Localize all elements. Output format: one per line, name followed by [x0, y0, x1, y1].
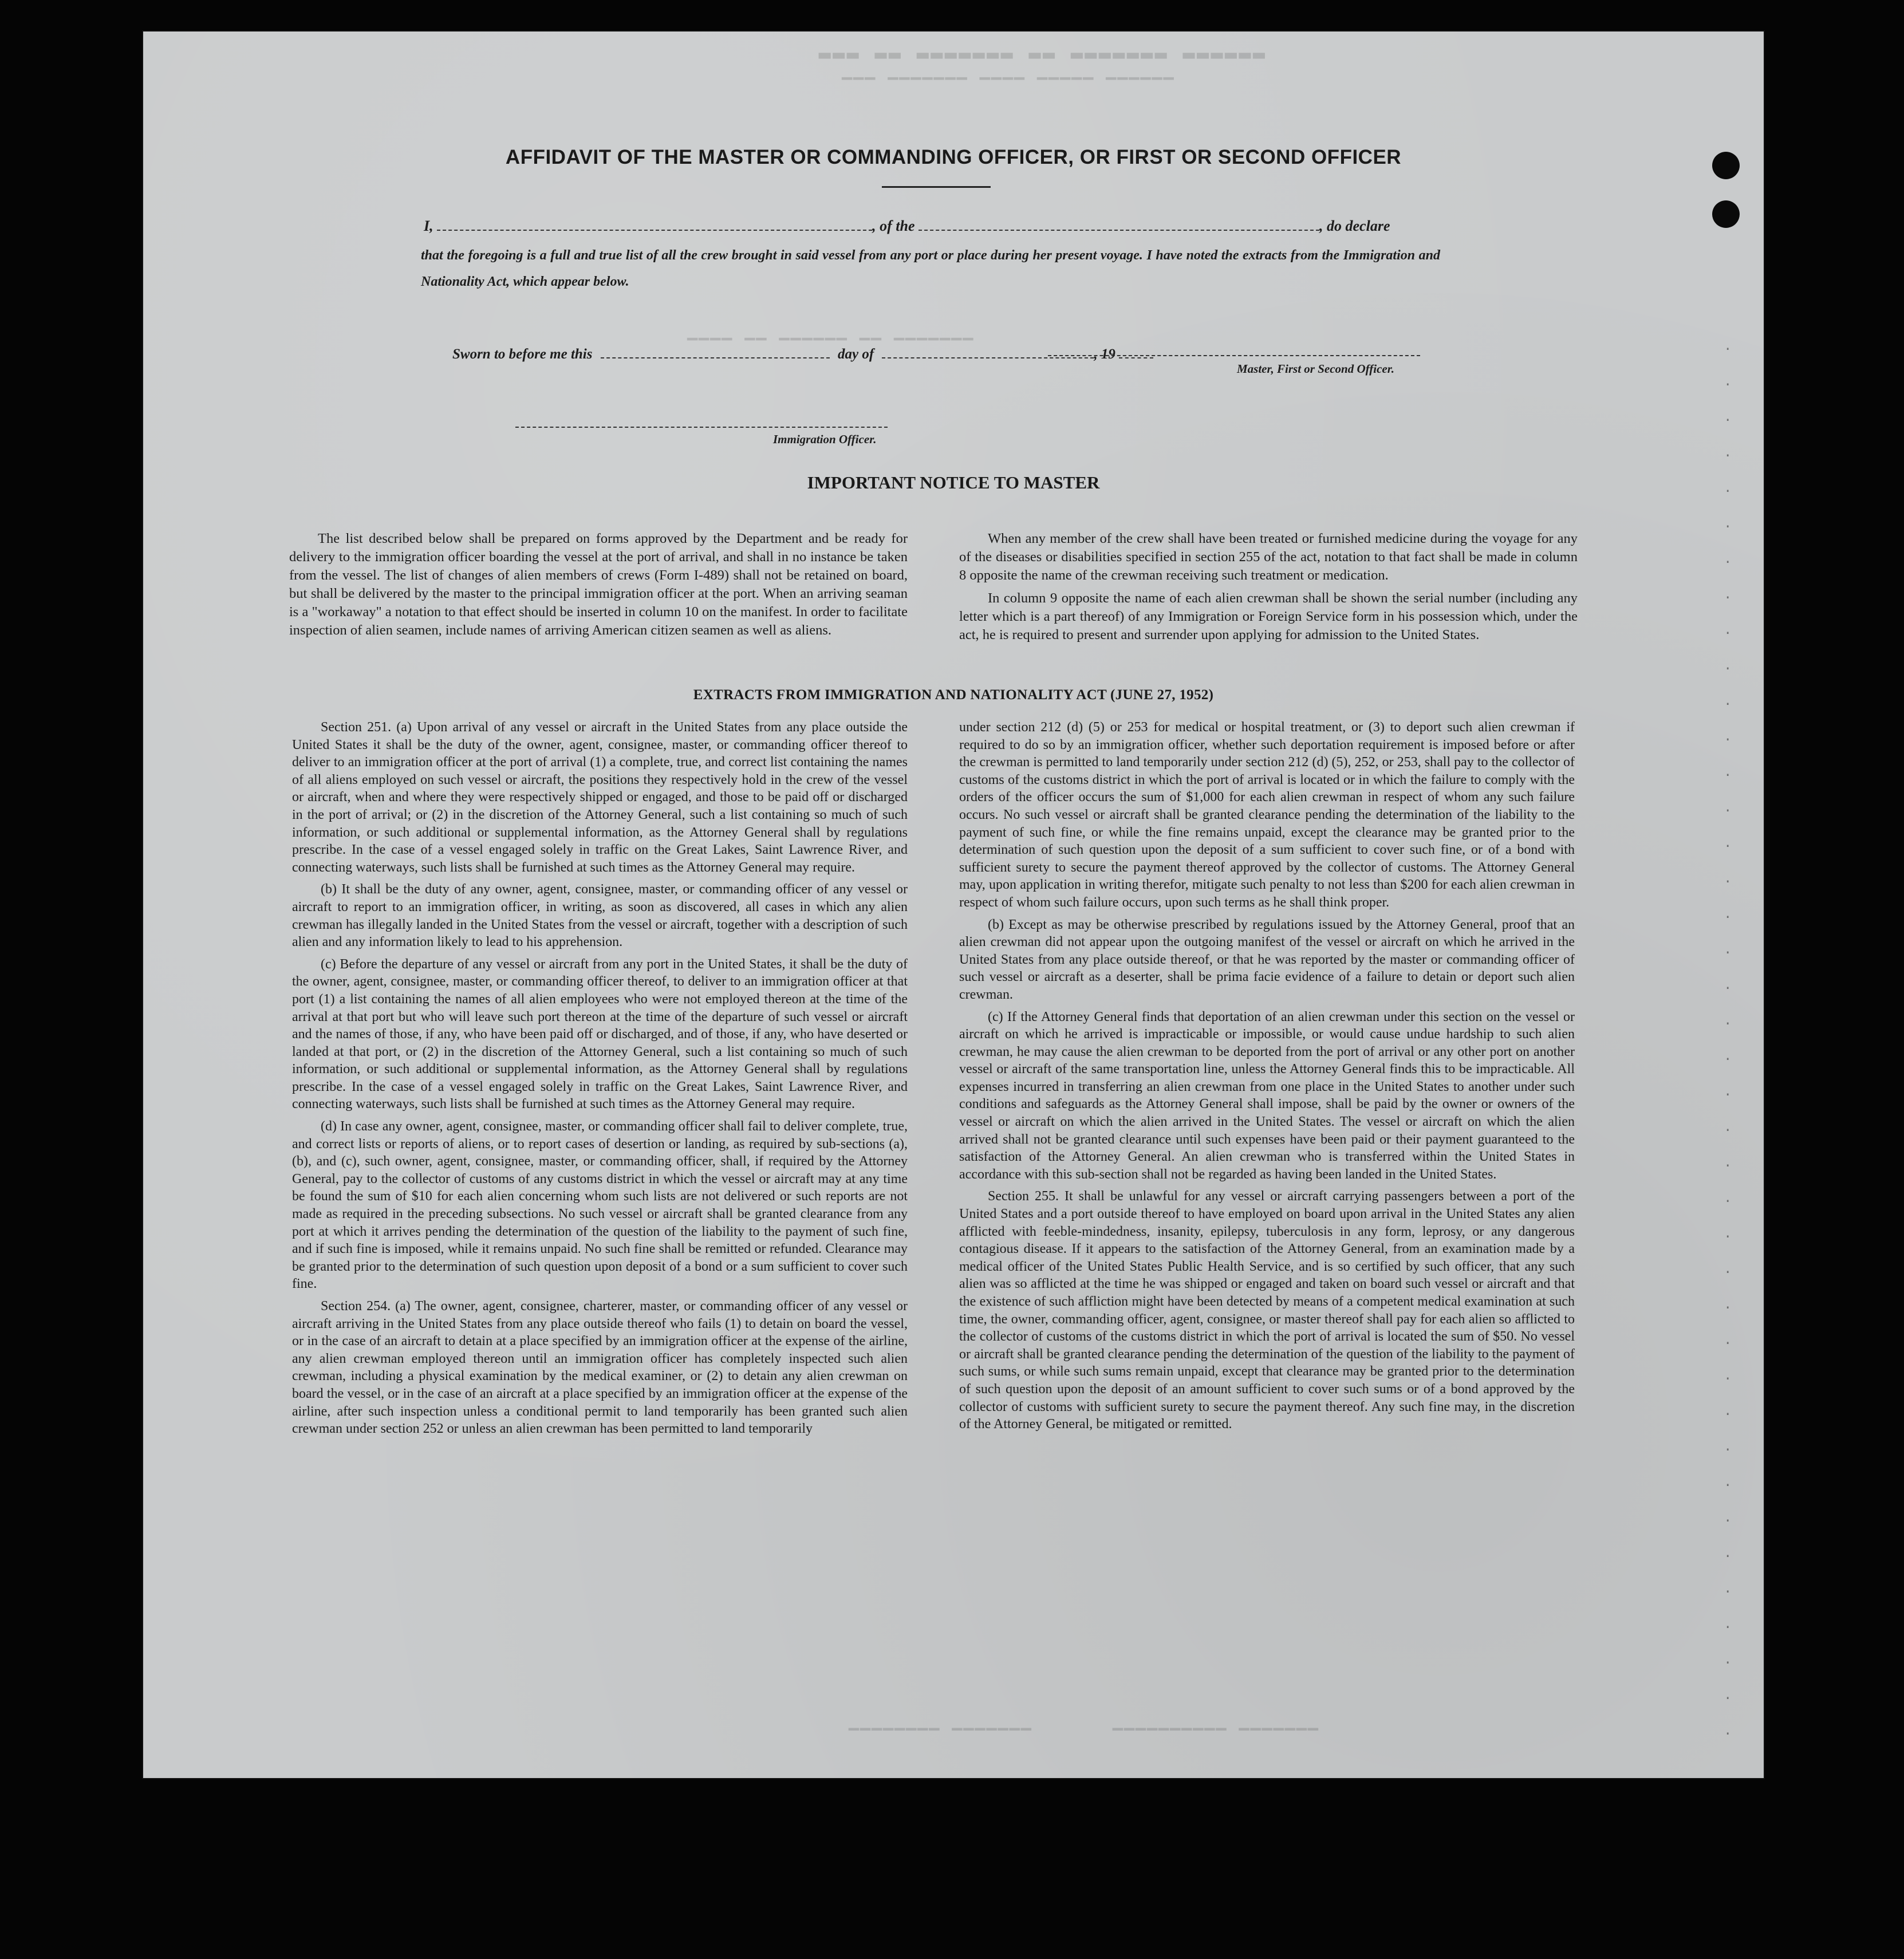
punch-hole: [1712, 200, 1740, 228]
sworn-month-field[interactable]: [882, 357, 1094, 358]
section-251-d: (d) In case any owner, agent, consignee, master, or commanding officer shall fail to deliver complete, true, and correct lists or reports of aliens, or to report cases of desertion or landing, as required by sub-sections (a), (b), and (c), such owner, agent, consignee, master, or commanding officer, shall, if required by the Attorney General, pay to the collector of customs of any customs district in which the vessel or aircraft may at any time be found the sum of $10 for each alien concerning whom such lists are not delivered or such reports are not made as required in the preceding subsections. No such vessel or aircraft shall be granted clearance from any port at which it arrives pending the determination of the question of the liability to the payment of such fine, and if such fine is imposed, while it remains unpaid. No such fine shall be remitted or refunded. Clearance may be granted prior to the determination of such question upon deposit of a bond or a sum sufficient to cover such fine.: [292, 1119, 908, 1292]
bleed-through-text: ▁▁▁ ▁▁▁▁▁▁▁ ▁▁▁▁ ▁▁▁▁▁ ▁▁▁▁▁▁: [842, 62, 1175, 81]
of-the-label: , of the: [872, 218, 915, 234]
affidavit-title: AFFIDAVIT OF THE MASTER OR COMMANDING OFFICER, OR FIRST OR SECOND OFFICER: [505, 146, 1402, 168]
immigration-officer-signature-line[interactable]: [515, 427, 888, 428]
sworn-year-field[interactable]: [1119, 357, 1153, 358]
notice-right-paragraph-1: When any member of the crew shall have been treated or furnished medicine during the voyage for any of the diseases or disabilities specified in section 255 of the act, notation to that fact shall be made in column 8 opposite the name of the crewman receiving such treatment or medication.: [959, 531, 1578, 583]
extracts-title: EXTRACTS FROM IMMIGRATION AND NATIONALITY ACT (JUNE 27, 1952): [693, 687, 1214, 703]
section-251-b: (b) It shall be the duty of any owner, agent, consignee, master, or commanding officer of any vessel or aircraft to report to an immigration officer, in writing, as soon as discovered, all cases in which any alien crewman has illegally landed in the United States from the vessel or aircraft, together with a description of such alien and any information likely to lead to his apprehension.: [292, 882, 908, 950]
notice-title: IMPORTANT NOTICE TO MASTER: [807, 472, 1100, 492]
section-254-b: (b) Except as may be otherwise prescribed by regulations issued by the Attorney General, proof that an alien crewman did not appear upon the outgoing manifest of the vessel or aircraft on which he arrived in the United States from any place outside thereof, or that he was reported by the master or commanding officer of such vessel or aircraft as a deserter, shall be prima facie evidence of a failure to detain or deport such alien crewman.: [959, 917, 1575, 1002]
declare-label: , do declare: [1319, 218, 1390, 234]
name-field[interactable]: [437, 229, 872, 231]
year-label: , 19: [1094, 346, 1115, 362]
section-254-a: Section 254. (a) The owner, agent, consignee, charterer, master, or commanding officer of any vessel or aircraft arriving in the United States from any place outside thereof who fails (1) to detain on board the vessel, or in the case of an aircraft to detain at a place specified by an immigration officer at the expense of the airline, any alien crewman employed thereon until an immigration officer has completely inspected such alien crewman, including a physical examination by the medical examiner, or (2) to detain any alien crewman on board the vessel, or in the case of an aircraft at a place specified by an immigration officer at the expense of the airline, after such inspection unless a conditional permit to land temporarily has been granted such alien crewman under section 252 or unless an alien crewman has been permitted to land temporarily: [292, 1299, 908, 1437]
extracts-left-column: [292, 719, 908, 1442]
section-254-c: (c) If the Attorney General finds that deportation of an alien crewman under this section on the vessel or aircraft on which he arrived is impracticable or impossible, or would cause undue hardship to such alien crewman, he may cause the alien crewman to be deported from the port of arrival or any other port on another vessel or aircraft of the same transportation line, unless the Attorney General finds this to be impracticable. All expenses incurred in transferring an alien crewman from one place in the United States to another under such conditions and safeguards as the Attorney General shall impose, shall be paid by the owner or owners of the vessel or aircraft on which the alien arrived in the United States. The vessel or aircraft on which the alien arrived shall not be granted clearance until such expenses have been paid or their payment guaranteed to the satisfaction of the Attorney General. An alien crewman who is transferred within the United States in accordance with this sub-section shall not be regarded as having been landed in the United States.: [959, 1009, 1575, 1182]
bleed-through-text: ▁▁▁▁ ▁▁ ▁▁▁▁▁▁ ▁▁ ▁▁▁▁▁▁▁: [687, 322, 975, 342]
section-254-a-continued: under section 212 (d) (5) or 253 for medical or hospital treatment, or (3) to deport such alien crewman if required to do so by an immigration officer, whether such deportation requirement is imposed before or after the crewman is permitted to land temporarily under section 212 (d) (5), 252, or 253, shall pay to the collector of customs of the customs district in which the port of arrival is located or in which the failure to comply with the orders of the officer occurs the sum of $1,000 for each alien crewman in respect of whom any such failure occurs. No such vessel or aircraft shall be granted clearance pending the determination of the liability to the payment of such fine, or while the fine remains unpaid, except the clearance may be granted prior to the determination of such question upon the deposit of a sum sufficient to cover such fine, or of a bond with sufficient surety to secure the payment thereof approved by the collector of customs. The Attorney General may, upon application in writing therefor, mitigate such penalty to not less than $200 for each alien crewman in respect of whom such failure occurs, upon such terms as he shall think proper.: [959, 720, 1575, 910]
form-sheet: [143, 31, 1764, 1778]
declaration-fill-line: [424, 218, 1426, 235]
notice-right-paragraph-2: In column 9 opposite the name of each alien crewman shall be shown the serial number (including any letter which is a part thereof) of any Immigration or Foreign Service form in his possession which, under the act, he is required to present and surrender upon applying for admission to the United States.: [959, 590, 1578, 643]
margin-marks: . . . . . . . . . . . . . . . . . . . . . . . . . . . . . . . . . . . . . . . .: [1724, 339, 1732, 1739]
section-251-a: Section 251. (a) Upon arrival of any vessel or aircraft in the United States from any place outside the United States it shall be the duty of the owner, agent, consignee, master, or commanding officer thereof to deliver to an immigration officer at the port of arrival (1) a complete, true, and correct list containing the names of all aliens employed on such vessel or aircraft, the positions they respectively hold in the crew of the vessel or aircraft, when and where they were respectively shipped or engaged, and those to be paid off or discharged in the port of arrival; or (2) in the discretion of the Attorney General, such a list containing so much of such information, or such additional or supplemental information, as the Attorney General shall by regulations prescribe. In the case of a vessel engaged solely in traffic on the Great Lakes, Saint Lawrence River, and connecting waterways, such lists shall be furnished at such times as the Attorney General may require.: [292, 720, 908, 875]
sworn-label: Sworn to before me this: [452, 346, 593, 362]
sworn-day-field[interactable]: [601, 357, 830, 358]
master-signature-label: Master, First or Second Officer.: [1237, 362, 1394, 376]
day-of-label: day of: [837, 346, 874, 362]
extracts-right-column: [959, 719, 1575, 1438]
sworn-line: [452, 346, 1153, 362]
notice-right-column: [959, 530, 1578, 649]
immigration-officer-label: Immigration Officer.: [773, 432, 877, 446]
notice-left-paragraph: The list described below shall be prepared on forms approved by the Department and be ready for delivery to the immigration officer boarding the vessel at the port of arrival, and shall in no instance be taken from the vessel. The list of changes of alien members of crews (Form I-489) shall not be retained on board, but shall be delivered by the master to the principal immigration officer at the port. When an arriving seaman is a "workaway" a notation to that effect should be inserted in column 10 on the manifest. In order to facilitate inspection of alien seamen, include names of arriving American citizen seamen as well as aliens.: [289, 531, 908, 638]
i-label: I,: [424, 218, 433, 234]
declaration-text: that the foregoing is a full and true list of all the crew brought in said vessel from any port or place during her present voyage. I have noted the extracts from the Immigration and Nationality Act, which appear below.: [421, 248, 1440, 289]
vessel-field[interactable]: [919, 229, 1319, 231]
bleed-through-text: ▂▂▂ ▂▂ ▂▂▂▂▂▂▂ ▂▂ ▂▂▂▂▂▂▂ ▂▂▂▂▂▂: [819, 38, 1267, 60]
notice-left-column: [289, 530, 908, 644]
section-251-c: (c) Before the departure of any vessel or aircraft from any port in the United States, it shall be the duty of the owner, agent, consignee, master, or commanding officer thereof, to deliver to an immigration officer at that port (1) a list containing the names of all alien employees who were not employed thereon at the time of the arrival at that port but who will leave such port thereon at the time of the departure of such vessel or aircraft and the names of those, if any, who have been paid off or discharged, and of those, if any, who have deserted or landed at that port, or (2) in the discretion of the Attorney General, such a list containing so much of such information, or such additional or supplemental information, as the Attorney General shall by regulations prescribe. In the case of a vessel engaged solely in traffic on the Great Lakes, Saint Lawrence River, and connecting waterways, such lists shall be furnished at such times as the Attorney General may require.: [292, 956, 908, 1112]
title-rule: [882, 186, 991, 188]
section-255: Section 255. It shall be unlawful for any vessel or aircraft carrying passengers between a port of the United States and a port outside thereof to have employed on board upon arrival in the United States any alien afflicted with feeble-mindedness, insanity, epilepsy, tuberculosis in any form, leprosy, or any dangerous contagious disease. If it appears to the satisfaction of the Attorney General, from an examination made by a medical officer of the United States Public Health Service, and is so certified by such officer, that any such alien was so afflicted at the time he was shipped or engaged and taken on board such vessel or aircraft and that the existence of such affliction might have been detected by means of a competent medical examination at such time, the owner, commanding officer, agent, consignee, or master thereof shall pay for each alien so afflicted to the collector of customs of the customs district in which the port of arrival is located the sum of $50. No vessel or aircraft shall be granted clearance pending the determination of the question of the liability to the payment of such sums, or while such sums remain unpaid, except that clearance may be granted prior to the determination of such question upon the deposit of an amount sufficient to cover such sums or of a bond approved by the collector of customs with sufficient surety to secure the payment thereof. Any such fine may, in the discretion of the Attorney General, be mitigated or remitted.: [959, 1189, 1575, 1432]
bleed-through-text: ▁▁▁▁▁▁▁ ▁▁▁▁▁▁▁▁▁▁ ▁▁▁▁▁▁▁ ▁▁▁▁▁▁▁▁: [847, 1727, 1318, 1746]
